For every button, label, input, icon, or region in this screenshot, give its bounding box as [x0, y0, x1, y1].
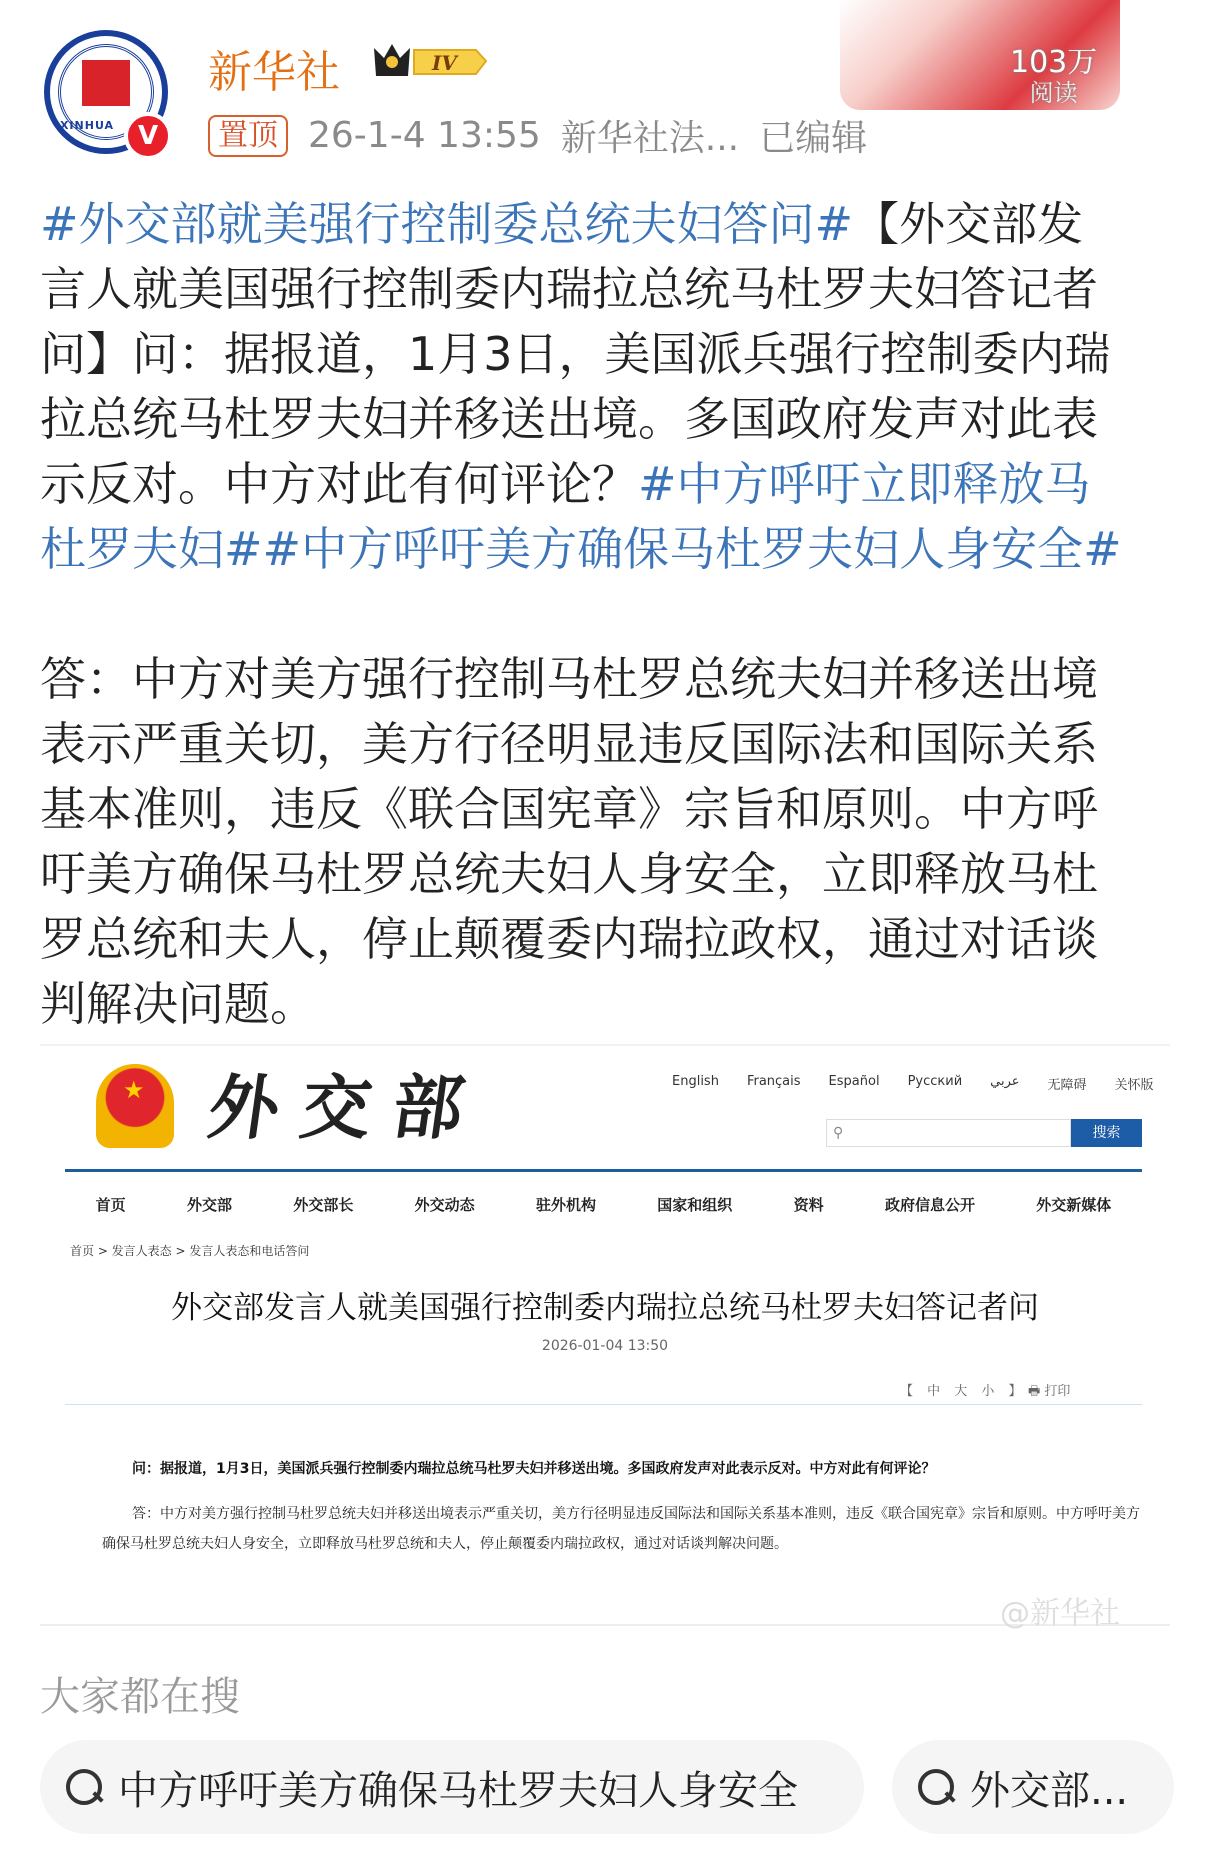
nav-item[interactable]: 资料	[793, 1196, 824, 1214]
post-question-text	[40, 192, 1122, 582]
text-segment: 问】问：据报道，1月3日，美国派兵强行控制委内瑞	[40, 327, 1111, 381]
edited-label[interactable]: 已编辑	[759, 118, 868, 159]
read-count-label: 阅读	[1029, 79, 1078, 107]
pinned-badge: 置顶	[208, 115, 288, 157]
print-link	[1028, 1380, 1070, 1404]
hashtag-link[interactable]: #中方呼吁立即释放马	[638, 457, 1091, 511]
nav-item[interactable]: 首页	[95, 1196, 126, 1214]
language-link[interactable]: English	[672, 1074, 719, 1089]
search-button: 搜索	[1071, 1119, 1142, 1147]
article-question: 问：据报道，1月3日，美国派兵强行控制委内瑞拉总统马杜罗夫妇并移送出境。多国政府发声对此表示反对。中方对此有何评论？	[132, 1461, 936, 1477]
language-link[interactable]: Français	[746, 1074, 801, 1089]
xinhua-logo-icon	[82, 60, 130, 106]
text-line: 基本准则，违反《联合国宪章》宗旨和原则。中方呼	[40, 782, 1098, 836]
mfa-logo: 外交部	[203, 1066, 492, 1149]
national-emblem-icon: ★	[96, 1064, 174, 1148]
nav-item[interactable]: 政府信息公开	[884, 1196, 975, 1214]
text-line	[40, 257, 1122, 322]
article-answer: 答：中方对美方强行控制马杜罗总统夫妇并移送出境表示严重关切，美方行径明显违反国际法和国际关系基本准则，违反《联合国宪章》宗旨和原则。中方呼吁美方确保马杜罗总统夫妇人身安全，立即释放马杜罗总统和夫人，停止颠覆委内瑞拉政权，通过对话谈判解决问题。	[102, 1506, 1140, 1552]
hashtag-link[interactable]: #中方呼吁美方确保马杜罗夫妇人身安全#	[262, 522, 1122, 576]
text-line: 判解决问题。	[40, 977, 316, 1031]
site-nav	[65, 1194, 1142, 1215]
text-segment: 示反对。中方对此有何评论？	[40, 457, 638, 511]
article-date: 2026-01-04 13:50	[541, 1338, 669, 1354]
author-name[interactable]: 新华社	[208, 47, 340, 98]
text-segment: 拉总统马杜罗夫妇并移送出境。多国政府发声对此表	[40, 392, 1098, 446]
language-link[interactable]: 关怀版	[1114, 1078, 1154, 1093]
hot-search-label: 外交部...	[970, 1767, 1129, 1814]
nav-item[interactable]: 外交动态	[414, 1196, 475, 1214]
avatar-text: XINHUA	[59, 119, 115, 132]
text-line	[40, 322, 1122, 387]
read-count-value: 103万	[1010, 45, 1098, 80]
nav-item[interactable]: 外交新媒体	[1036, 1196, 1112, 1214]
text-line: 吁美方确保马杜罗总统夫妇人身安全，立即释放马杜	[40, 847, 1098, 901]
search-icon	[64, 1767, 104, 1807]
language-link[interactable]: Русский	[907, 1074, 963, 1089]
text-line: 答：中方对美方强行控制马杜罗总统夫妇并移送出境	[40, 652, 1098, 706]
hashtag-link[interactable]: 杜罗夫妇#	[40, 522, 263, 576]
read-count	[1010, 45, 1098, 108]
text-segment: 言人就美国强行控制委内瑞拉总统马杜罗夫妇答记者	[40, 262, 1098, 316]
hot-search-item[interactable]	[40, 1740, 864, 1834]
post-meta	[208, 110, 867, 161]
text-segment: 【外交部发	[853, 197, 1084, 251]
nav-item[interactable]: 国家和组织	[657, 1196, 733, 1214]
article-title: 外交部发言人就美国强行控制委内瑞拉总统马杜罗夫妇答记者问	[171, 1290, 1039, 1326]
printer-icon: 🖶	[1028, 1384, 1041, 1399]
crown-level-badge-icon[interactable]	[370, 40, 492, 82]
verified-badge-icon: V	[124, 112, 172, 160]
post-answer-text	[40, 647, 1098, 1037]
text-line	[40, 517, 1122, 582]
divider	[65, 1169, 1142, 1172]
hot-search-item[interactable]	[892, 1740, 1174, 1834]
text-line: 表示严重关切，美方行径明显违反国际法和国际关系	[40, 717, 1098, 771]
language-link[interactable]: Español	[828, 1074, 880, 1089]
print-label: 打印	[1044, 1384, 1071, 1399]
embedded-screenshot[interactable]	[40, 1044, 1170, 1626]
hot-search-label: 中方呼吁美方确保马杜罗夫妇人身安全	[118, 1767, 798, 1814]
search-input: ⚲	[826, 1119, 1071, 1147]
text-line	[40, 452, 1122, 517]
nav-item[interactable]: 外交部长	[293, 1196, 354, 1214]
weibo-watermark: @新华社	[1000, 1596, 1120, 1631]
language-link[interactable]: عربي	[990, 1074, 1020, 1089]
nav-item[interactable]: 驻外机构	[535, 1196, 596, 1214]
hashtag-link[interactable]: #外交部就美强行控制委总统夫妇答问#	[40, 197, 854, 251]
text-line: 罗总统和夫人，停止颠覆委内瑞拉政权，通过对话谈	[40, 912, 1098, 966]
text-line	[40, 192, 1122, 257]
language-link[interactable]: 无障碍	[1047, 1078, 1087, 1093]
timestamp: 26-1-4 13:55	[308, 115, 541, 156]
nav-item[interactable]: 外交部	[186, 1196, 232, 1214]
language-links	[672, 1074, 1154, 1093]
font-size-options: 【 中 大 小 】	[900, 1384, 1022, 1399]
level-text: IV	[432, 51, 457, 75]
search-icon	[916, 1767, 956, 1807]
breadcrumb: 首页 > 发言人表态 > 发言人表态和电话答问	[70, 1244, 310, 1258]
source[interactable]: 新华社法...	[560, 118, 740, 159]
text-line	[40, 387, 1122, 452]
divider	[65, 1404, 1142, 1405]
hot-search-title: 大家都在搜	[40, 1674, 240, 1720]
